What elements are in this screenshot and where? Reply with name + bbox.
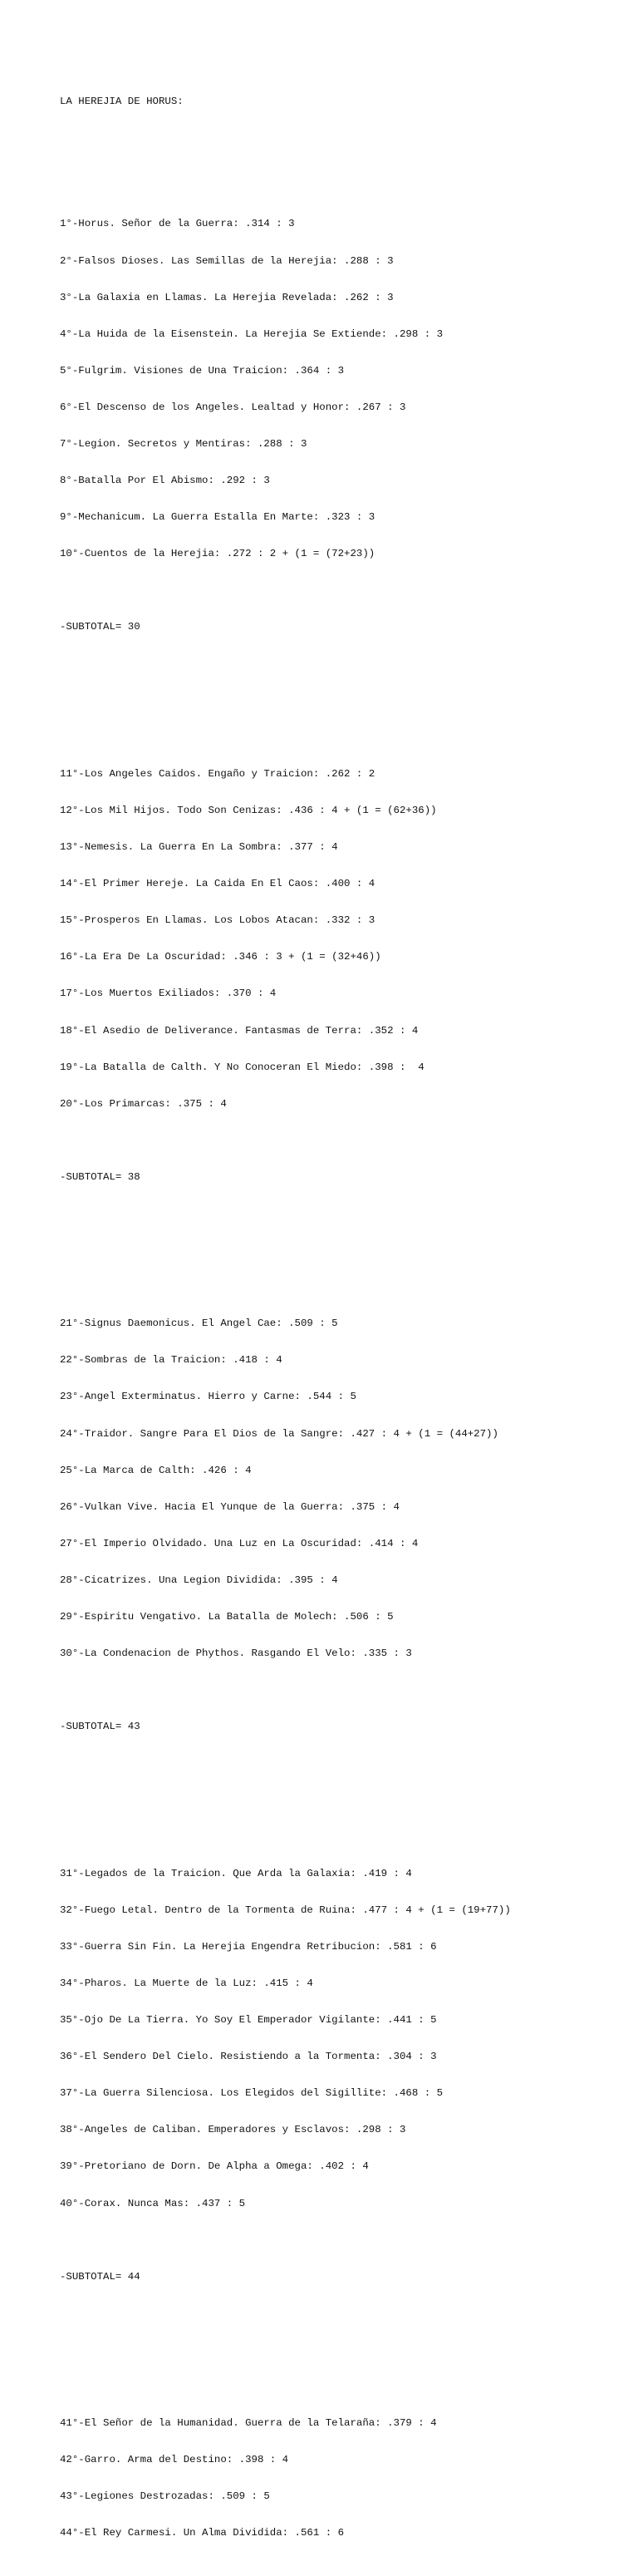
- list-item: 13°-Nemesis. La Guerra En La Sombra: .377 : 4: [60, 841, 338, 854]
- list-item: 26°-Vulkan Vive. Hacia El Yunque de la Guerra: .375 : 4: [60, 1500, 400, 1513]
- list-item: 41°-El Señor de la Humanidad. Guerra de la Telaraña: .379 : 4: [60, 2417, 437, 2430]
- list-item: 16°-La Era De La Oscuridad: .346 : 3 + (1 = (32+46)): [60, 951, 381, 963]
- list-item: 22°-Sombras de la Traicion: .418 : 4: [60, 1354, 282, 1367]
- blank-line: [60, 1684, 625, 1697]
- list-item: 10°-Cuentos de la Herejia: .272 : 2 + (1 = (72+23)): [60, 548, 375, 560]
- list-item: 34°-Pharos. La Muerte de la Luz: .415 : 4: [60, 1978, 313, 1989]
- list-item: 6°-El Descenso de los Angeles. Lealtad y Honor: .267 : 3: [60, 401, 406, 413]
- list-item: 1°-Horus. Señor de la Guerra: .314 : 3: [60, 218, 295, 230]
- list-item: 11°-Los Angeles Caidos. Engaño y Traicion: .262 : 2: [60, 767, 375, 780]
- list-item: 36°-El Sendero Del Cielo. Resistiendo a la Tormenta: .304 : 3: [60, 2051, 437, 2063]
- document-body: [60, 71, 625, 2576]
- list-item: 25°-La Marca de Calth: .426 : 4: [60, 1464, 252, 1476]
- blank-line: [60, 2308, 625, 2320]
- list-item: 38°-Angeles de Caliban. Emperadores y Esclavos: .298 : 3: [60, 2124, 406, 2136]
- list-item: 2°-Falsos Dioses. Las Semillas de la Herejia: .288 : 3: [60, 254, 394, 267]
- list-item: 21°-Signus Daemonicus. El Angel Cae: .509 : 5: [60, 1318, 338, 1330]
- list-item: 33°-Guerra Sin Fin. La Herejia Engendra Retribucion: .581 : 6: [60, 1940, 437, 1953]
- list-item: 40°-Corax. Nunca Mas: .437 : 5: [60, 2197, 246, 2209]
- list-item: 3°-La Galaxia en Llamas. La Herejia Revelada: .262 : 3: [60, 291, 394, 303]
- list-item: 17°-Los Muertos Exiliados: .370 : 4: [60, 988, 277, 1000]
- list-item: 35°-Ojo De La Tierra. Yo Soy El Emperador Vigilante: .441 : 5: [60, 2014, 437, 2027]
- list-item: 43°-Legiones Destrozadas: .509 : 5: [60, 2490, 270, 2503]
- list-item: 24°-Traidor. Sangre Para El Dios de la Sangre: .427 : 4 + (1 = (44+27)): [60, 1427, 498, 1440]
- blank-line: [60, 133, 625, 145]
- subtotal-line: -SUBTOTAL= 44: [60, 2270, 140, 2283]
- list-item: 42°-Garro. Arma del Destino: .398 : 4: [60, 2454, 289, 2466]
- list-group: [60, 743, 625, 1244]
- list-group: [60, 1293, 625, 1795]
- list-item: 32°-Fuego Letal. Dentro de la Tormenta de Ruina: .477 : 4 + (1 = (19+77)): [60, 1904, 511, 1916]
- list-item: 29°-Espiritu Vengativo. La Batalla de Molech: .506 : 5: [60, 1611, 394, 1623]
- subtotal-line: -SUBTOTAL= 38: [60, 1170, 140, 1183]
- blank-line: [60, 1757, 625, 1770]
- list-item: 19°-La Batalla de Calth. Y No Conoceran El Miedo: .398 : 4: [60, 1061, 425, 1073]
- list-item: 39°-Pretoriano de Dorn. De Alpha a Omega: .402 : 4: [60, 2160, 369, 2173]
- list-group: [60, 194, 625, 695]
- list-item: 4°-La Huida de la Eisenstein. La Herejia Se Extiende: .298 : 3: [60, 328, 444, 340]
- list-item: 28°-Cicatrizes. Una Legion Dividida: .395 : 4: [60, 1574, 338, 1586]
- list-group: [60, 1843, 625, 2344]
- list-group: [60, 2393, 625, 2564]
- list-item: 44°-El Rey Carmesi. Un Alma Dividida: .561 : 6: [60, 2527, 345, 2539]
- blank-line: [60, 2234, 625, 2247]
- list-item: 8°-Batalla Por El Abismo: .292 : 3: [60, 475, 270, 487]
- list-item: 18°-El Asedio de Deliverance. Fantasmas de Terra: .352 : 4: [60, 1024, 419, 1037]
- list-item: 20°-Los Primarcas: .375 : 4: [60, 1097, 227, 1110]
- list-item: 27°-El Imperio Olvidado. Una Luz en La Oscuridad: .414 : 4: [60, 1537, 419, 1549]
- list-item: 5°-Fulgrim. Visiones de Una Traicion: .364 : 3: [60, 364, 345, 377]
- blank-line: [60, 1208, 625, 1220]
- list-item: 9°-Mechanicum. La Guerra Estalla En Marte: .323 : 3: [60, 511, 375, 524]
- blank-line: [60, 658, 625, 671]
- blank-line: [60, 584, 625, 597]
- document-title: LA HEREJIA DE HORUS:: [60, 96, 184, 108]
- list-item: 23°-Angel Exterminatus. Hierro y Carne: .544 : 5: [60, 1391, 356, 1403]
- subtotal-line: -SUBTOTAL= 30: [60, 621, 140, 633]
- list-item: 15°-Prosperos En Llamas. Los Lobos Atacan: .332 : 3: [60, 914, 375, 927]
- list-item: 31°-Legados de la Traicion. Que Arda la Galaxia: .419 : 4: [60, 1867, 412, 1879]
- list-item: 7°-Legion. Secretos y Mentiras: .288 : 3: [60, 437, 307, 450]
- blank-line: [60, 1135, 625, 1147]
- subtotal-line: -SUBTOTAL= 43: [60, 1721, 140, 1733]
- list-item: 30°-La Condenacion de Phythos. Rasgando El Velo: .335 : 3: [60, 1648, 412, 1660]
- list-item: 14°-El Primer Hereje. La Caida En El Caos: .400 : 4: [60, 878, 375, 890]
- list-item: 12°-Los Mil Hijos. Todo Son Cenizas: .436 : 4 + (1 = (62+36)): [60, 804, 437, 816]
- list-item: 37°-La Guerra Silenciosa. Los Elegidos del Sigillite: .468 : 5: [60, 2087, 444, 2100]
